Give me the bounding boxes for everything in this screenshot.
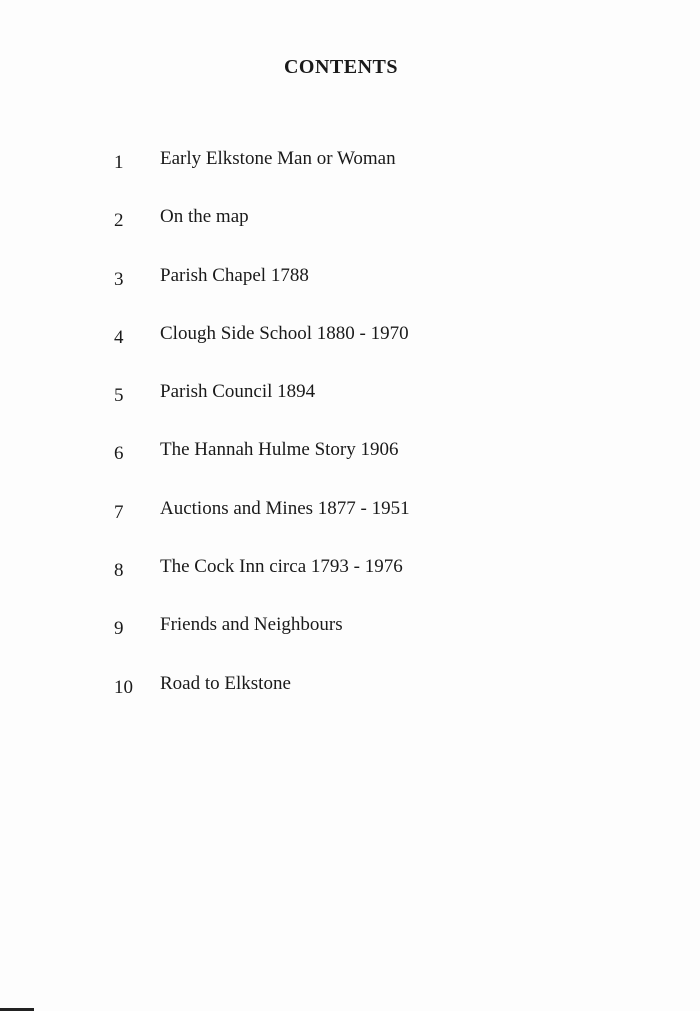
- chapter-number: 3: [114, 268, 124, 290]
- chapter-number: 6: [114, 443, 124, 465]
- toc-entry: [0, 554, 700, 612]
- toc-entry: [0, 437, 700, 495]
- table-of-contents: [0, 146, 700, 729]
- chapter-title: The Cock Inn circa 1793 - 1976: [160, 556, 403, 578]
- chapter-title: Friends and Neighbours: [160, 614, 343, 636]
- toc-entry: [0, 263, 700, 321]
- toc-entry: [0, 146, 700, 204]
- chapter-title: Road to Elkstone: [160, 672, 291, 694]
- chapter-number: 7: [114, 501, 124, 523]
- chapter-title: Auctions and Mines 1877 - 1951: [160, 497, 410, 519]
- chapter-number: 2: [114, 210, 124, 232]
- chapter-number: 1: [114, 152, 124, 173]
- chapter-title: On the map: [160, 206, 249, 228]
- toc-entry: [0, 612, 700, 670]
- chapter-title: Clough Side School 1880 - 1970: [160, 322, 409, 344]
- toc-entry: [0, 204, 700, 262]
- chapter-title: Early Elkstone Man or Woman: [160, 148, 396, 169]
- chapter-title: The Hannah Hulme Story 1906: [160, 439, 399, 461]
- toc-entry: [0, 321, 700, 379]
- chapter-number: 9: [114, 618, 124, 640]
- page-title: CONTENTS: [283, 56, 399, 78]
- chapter-number: 4: [114, 326, 124, 348]
- chapter-title: Parish Chapel 1788: [160, 264, 309, 286]
- toc-entry: [0, 496, 700, 554]
- toc-entry: [0, 671, 700, 729]
- toc-entry: [0, 379, 700, 437]
- chapter-number: 5: [114, 385, 124, 407]
- chapter-number: 8: [114, 560, 124, 582]
- chapter-title: Parish Council 1894: [160, 381, 316, 403]
- chapter-number: 10: [114, 676, 133, 698]
